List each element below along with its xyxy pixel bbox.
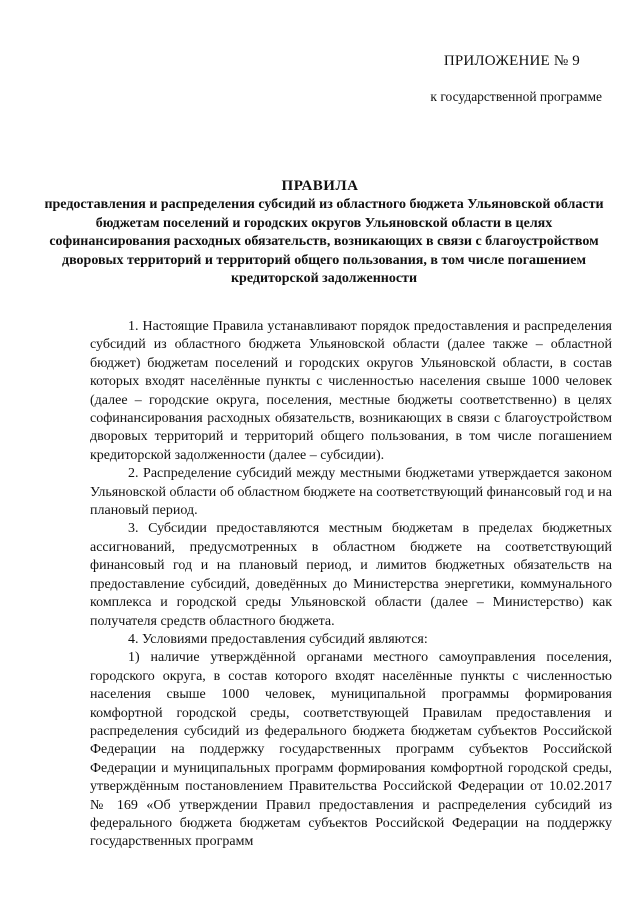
- document-subtitle: предоставления и распределения субсидий из областного бюджета Ульяновской области бюджетам поселений и городских округов Ульяновской области в целях софинансирования расходных обязательств, возникающих в связи с благоустройством дворовых территорий и территорий общего пользования, в том числе погашением кредиторской задолженности: [44, 197, 604, 286]
- paragraph-2: 2. Распределение субсидий между местными бюджетами утверждается законом Ульяновской области об областном бюджете на соответствующий финансовый год и на плановый период.: [90, 466, 612, 519]
- paragraph-3: 3. Субсидии предоставляются местным бюджетам в пределах бюджетных ассигнований, предусмотренных в областном бюджете на соответствующий финансовый год и на плановый период, и лимитов бюджетных обязательств на предоставление субсидий, доведённых до Министерства энергетики, коммунального комплекса и городской среды Ульяновской области (далее – Министерство) как получателя средств областного бюджета.: [90, 521, 612, 629]
- appendix-title: ПРИЛОЖЕНИЕ № 9: [443, 53, 580, 69]
- paragraph-1: 1. Настоящие Правила устанавливают порядок предоставления и распределения субсидий из областного бюджета Ульяновской области (далее также – областной бюджет) бюджетам поселений и городских округов Ульяновской области, в состав которых входят населённые пункты с численностью населения свыше 1000 человек (далее – городские округа, поселения, местные бюджеты соответственно) в целях софинансирования расходных обязательств, возникающих в связи с благоустройством дворовых территорий и территорий общего пользования, в том числе погашением кредиторской задолженности (далее – субсидии).: [90, 319, 612, 463]
- paragraph-5: 1) наличие утверждённой органами местного самоуправления поселения, городского округа, в состав которого входят населённые пункты с численностью населения свыше 1000 человек, муниципальной программы формирования комфортной городской среды, соответствующей Правилам предоставления и распределения субсидий из федерального бюджета бюджетам субъектов Российской Федерации на поддержку государственных программ субъектов Российской Федерации и муниципальных программ формирования комфортной городской среды, утверждённым постановлением Правительства Российской Федерации от 10.02.2017 № 169 «Об утверждении Правил предоставления и распределения субсидий из федерального бюджета бюджетам субъектов Российской Федерации на поддержку государственных программ: [90, 650, 612, 850]
- paragraph-4: 4. Условиями предоставления субсидий являются:: [128, 631, 428, 647]
- appendix-subtitle: к государственной программе: [430, 89, 602, 104]
- document-body: [90, 318, 612, 852]
- document-title: ПРАВИЛА: [281, 178, 359, 194]
